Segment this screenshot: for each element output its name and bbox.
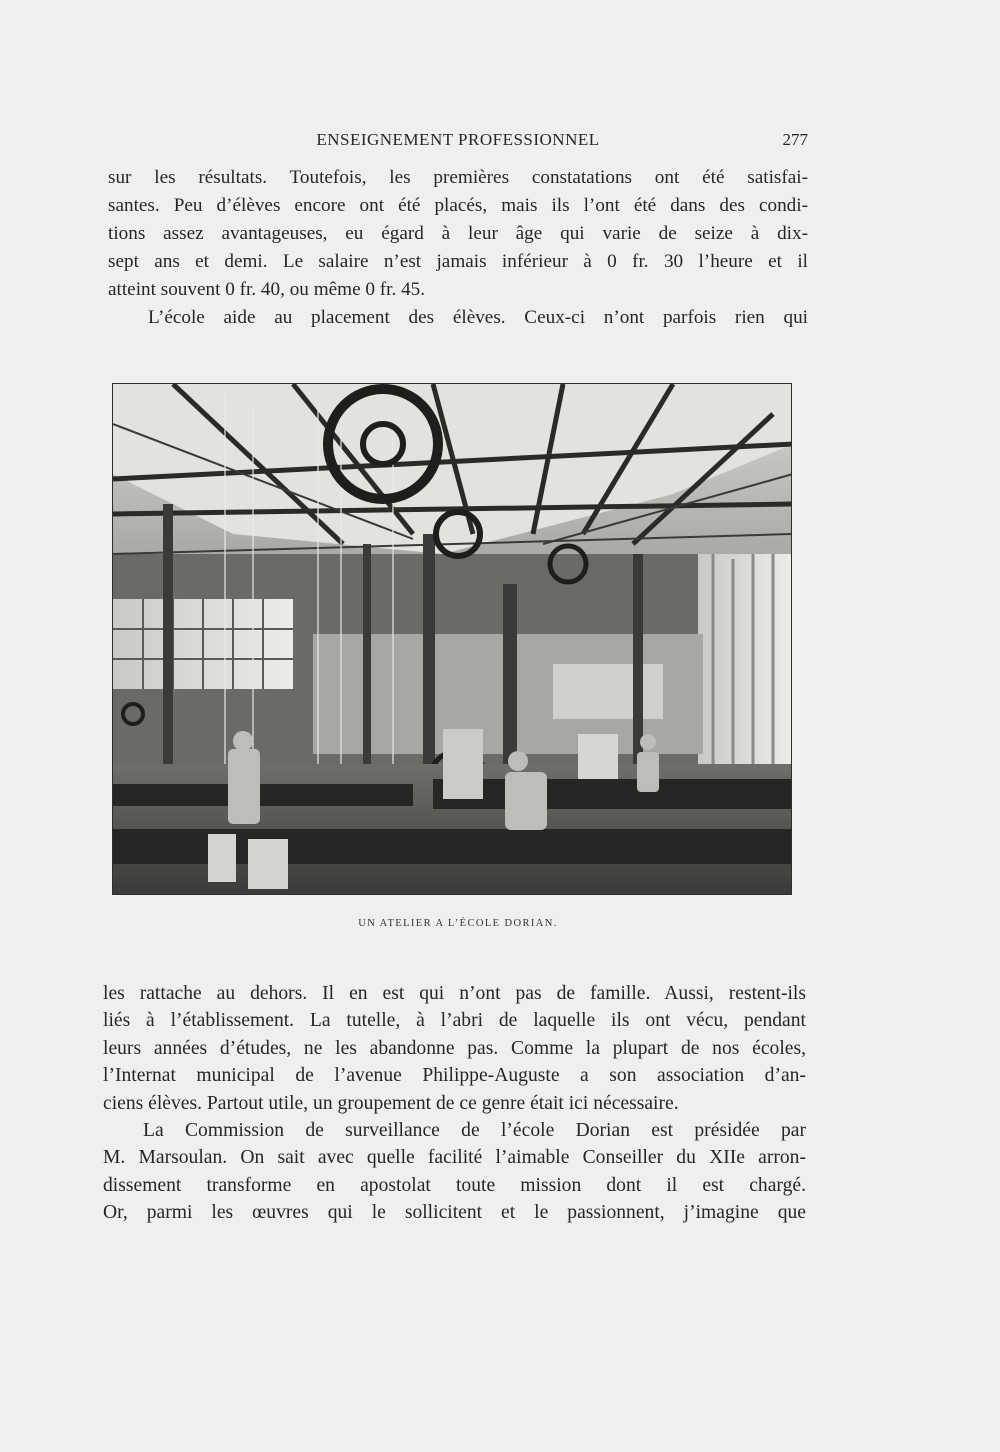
text-block-top <box>108 164 808 332</box>
running-title: ENSEIGNEMENT PROFESSIONNEL <box>316 130 600 149</box>
text-line: sur les résultats. Toutefois, les premières constatations ont été satisfai- <box>108 167 808 188</box>
text-line: M. Marsoulan. On sait avec quelle facilité l’aimable Conseiller du XIIe arron- <box>103 1147 806 1169</box>
text-line: ciens élèves. Partout utile, un groupement de ce genre était ici nécessaire. <box>103 1092 679 1114</box>
text-line: tions assez avantageuses, eu égard à leur âge qui varie de seize à dix- <box>108 223 808 244</box>
text-line: l’Internat municipal de l’avenue Philippe-Auguste a son association d’an- <box>103 1065 806 1087</box>
page-number: 277 <box>782 130 808 149</box>
text-line: L’école aide au placement des élèves. Ceux-ci n’ont parfois rien qui <box>148 307 808 328</box>
text-line: sept ans et demi. Le salaire n’est jamais inférieur à 0 fr. 30 l’heure et il <box>108 251 808 272</box>
figure-caption: UN ATELIER A L’ÉCOLE DORIAN. <box>358 918 558 929</box>
text-line: liés à l’établissement. La tutelle, à l’abri de laquelle ils ont vécu, pendant <box>103 1010 806 1032</box>
text-line: La Commission de surveillance de l’école Dorian est présidée par <box>143 1119 806 1141</box>
text-line: atteint souvent 0 fr. 40, ou même 0 fr. 45. <box>108 279 426 300</box>
workshop-photograph <box>112 383 792 895</box>
text-line: santes. Peu d’élèves encore ont été placés, mais ils l’ont été dans des condi- <box>108 195 808 216</box>
running-head <box>108 130 808 156</box>
text-line: les rattache au dehors. Il en est qui n’ont pas de famille. Aussi, restent-ils <box>103 983 806 1004</box>
text-line: dissement transforme en apostolat toute mission dont il est chargé. <box>103 1174 806 1196</box>
text-line: leurs années d’études, ne les abandonne pas. Comme la plupart de nos écoles, <box>103 1037 806 1059</box>
text-block-bottom <box>103 980 806 1227</box>
text-line: Or, parmi les œuvres qui le sollicitent et le passionnent, j’imagine que <box>103 1202 806 1224</box>
